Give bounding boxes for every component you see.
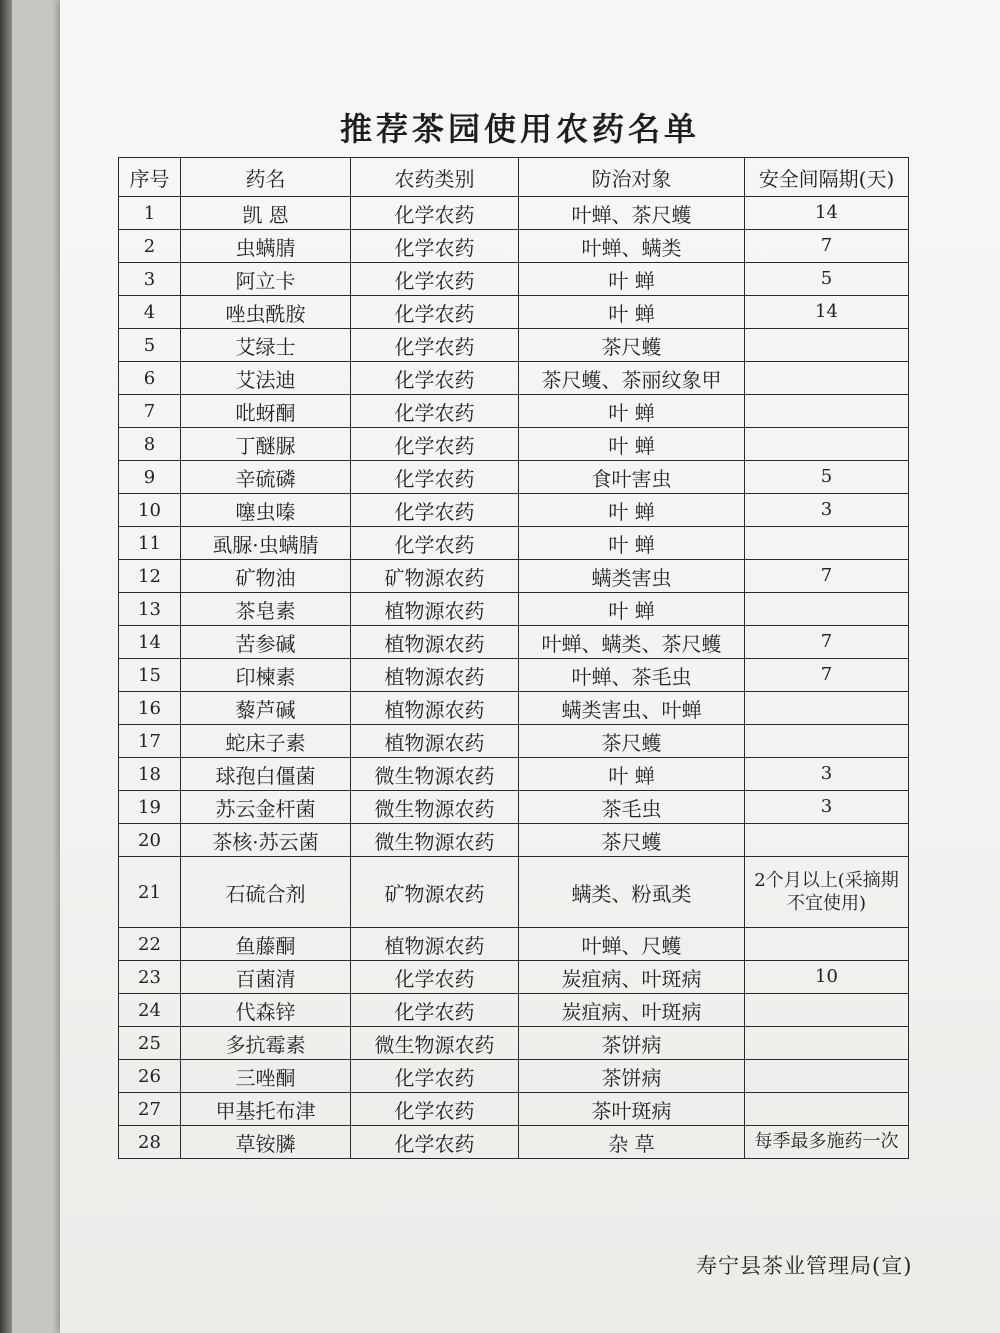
row-number: 14 xyxy=(119,626,181,659)
pesticide-category: 化学农药 xyxy=(351,362,519,395)
pesticide-category: 微生物源农药 xyxy=(351,791,519,824)
table-row xyxy=(119,263,909,296)
pesticide-name: 印楝素 xyxy=(181,659,351,692)
table-row xyxy=(119,362,909,395)
row-number: 21 xyxy=(119,857,181,928)
safety-interval: 5 xyxy=(745,461,909,494)
pesticide-category: 化学农药 xyxy=(351,961,519,994)
pesticide-category: 矿物源农药 xyxy=(351,560,519,593)
control-target: 叶 蝉 xyxy=(519,428,745,461)
pesticide-name: 凯 恩 xyxy=(181,197,351,230)
pesticide-name: 矿物油 xyxy=(181,560,351,593)
row-number: 1 xyxy=(119,197,181,230)
safety-interval xyxy=(745,928,909,961)
safety-interval xyxy=(745,1060,909,1093)
row-number: 4 xyxy=(119,296,181,329)
pesticide-name: 艾绿士 xyxy=(181,329,351,362)
row-number: 15 xyxy=(119,659,181,692)
control-target: 叶 蝉 xyxy=(519,593,745,626)
pesticide-category: 化学农药 xyxy=(351,230,519,263)
control-target: 螨类害虫、叶蝉 xyxy=(519,692,745,725)
safety-interval: 10 xyxy=(745,961,909,994)
safety-interval xyxy=(745,593,909,626)
pesticide-category: 化学农药 xyxy=(351,263,519,296)
safety-interval xyxy=(745,329,909,362)
control-target: 茶尺蠖、茶丽纹象甲 xyxy=(519,362,745,395)
row-number: 20 xyxy=(119,824,181,857)
row-number: 18 xyxy=(119,758,181,791)
table-row xyxy=(119,824,909,857)
pesticide-name: 唑虫酰胺 xyxy=(181,296,351,329)
row-number: 23 xyxy=(119,961,181,994)
control-target: 茶叶斑病 xyxy=(519,1093,745,1126)
row-number: 6 xyxy=(119,362,181,395)
pesticide-name: 阿立卡 xyxy=(181,263,351,296)
pesticide-category: 植物源农药 xyxy=(351,659,519,692)
table-row xyxy=(119,593,909,626)
table-row xyxy=(119,560,909,593)
header-interval: 安全间隔期(天) xyxy=(745,158,909,197)
table-body xyxy=(119,197,909,1159)
control-target: 叶 蝉 xyxy=(519,263,745,296)
control-target: 叶 蝉 xyxy=(519,494,745,527)
pesticide-category: 微生物源农药 xyxy=(351,824,519,857)
pesticide-category: 化学农药 xyxy=(351,1093,519,1126)
row-number: 22 xyxy=(119,928,181,961)
table-row xyxy=(119,928,909,961)
safety-interval xyxy=(745,395,909,428)
background-edge xyxy=(0,0,12,1333)
pesticide-name: 三唑酮 xyxy=(181,1060,351,1093)
table-row xyxy=(119,1126,909,1159)
issuer-footer: 寿宁县茶业管理局(宣) xyxy=(696,1254,913,1278)
safety-interval xyxy=(745,527,909,560)
safety-interval: 14 xyxy=(745,296,909,329)
row-number: 17 xyxy=(119,725,181,758)
row-number: 9 xyxy=(119,461,181,494)
pesticide-category: 植物源农药 xyxy=(351,928,519,961)
row-number: 7 xyxy=(119,395,181,428)
row-number: 11 xyxy=(119,527,181,560)
pesticide-name: 石硫合剂 xyxy=(181,857,351,928)
pesticide-category: 化学农药 xyxy=(351,395,519,428)
pesticide-name: 鱼藤酮 xyxy=(181,928,351,961)
table-row xyxy=(119,692,909,725)
row-number: 10 xyxy=(119,494,181,527)
table-row xyxy=(119,329,909,362)
row-number: 24 xyxy=(119,994,181,1027)
row-number: 28 xyxy=(119,1126,181,1159)
pesticide-category: 化学农药 xyxy=(351,461,519,494)
safety-interval: 7 xyxy=(745,560,909,593)
pesticide-name: 草铵膦 xyxy=(181,1126,351,1159)
pesticide-category: 化学农药 xyxy=(351,296,519,329)
pesticide-name: 百菌清 xyxy=(181,961,351,994)
row-number: 5 xyxy=(119,329,181,362)
pesticide-name: 藜芦碱 xyxy=(181,692,351,725)
safety-interval: 3 xyxy=(745,494,909,527)
pesticide-name: 蛇床子素 xyxy=(181,725,351,758)
table-row xyxy=(119,197,909,230)
table-row xyxy=(119,659,909,692)
control-target: 茶毛虫 xyxy=(519,791,745,824)
document-title: 推荐茶园使用农药名单 xyxy=(339,110,700,148)
table-row xyxy=(119,1093,909,1126)
safety-interval xyxy=(745,692,909,725)
safety-interval: 每季最多施药一次 xyxy=(745,1126,909,1159)
row-number: 2 xyxy=(119,230,181,263)
table-row xyxy=(119,994,909,1027)
pesticide-name: 茶皂素 xyxy=(181,593,351,626)
table-row xyxy=(119,626,909,659)
control-target: 叶 蝉 xyxy=(519,395,745,428)
safety-interval: 5 xyxy=(745,263,909,296)
safety-interval: 14 xyxy=(745,197,909,230)
table-row xyxy=(119,725,909,758)
control-target: 螨类害虫 xyxy=(519,560,745,593)
row-number: 12 xyxy=(119,560,181,593)
safety-interval: 2个月以上(采摘期不宜使用) xyxy=(745,857,909,928)
pesticide-category: 植物源农药 xyxy=(351,692,519,725)
safety-interval: 7 xyxy=(745,626,909,659)
safety-interval xyxy=(745,994,909,1027)
safety-interval xyxy=(745,824,909,857)
pesticide-category: 植物源农药 xyxy=(351,626,519,659)
control-target: 叶 蝉 xyxy=(519,758,745,791)
pesticide-category: 化学农药 xyxy=(351,329,519,362)
safety-interval xyxy=(745,1027,909,1060)
row-number: 16 xyxy=(119,692,181,725)
pesticide-name: 苦参碱 xyxy=(181,626,351,659)
pesticide-category: 矿物源农药 xyxy=(351,857,519,928)
table-row xyxy=(119,758,909,791)
row-number: 8 xyxy=(119,428,181,461)
table-row xyxy=(119,1027,909,1060)
safety-interval xyxy=(745,725,909,758)
pesticide-category: 化学农药 xyxy=(351,197,519,230)
control-target: 叶蝉、螨类、茶尺蠖 xyxy=(519,626,745,659)
control-target: 叶 蝉 xyxy=(519,296,745,329)
control-target: 茶饼病 xyxy=(519,1060,745,1093)
pesticide-category: 植物源农药 xyxy=(351,725,519,758)
control-target: 螨类、粉虱类 xyxy=(519,857,745,928)
control-target: 炭疽病、叶斑病 xyxy=(519,961,745,994)
pesticide-category: 化学农药 xyxy=(351,1060,519,1093)
table-row xyxy=(119,461,909,494)
table-row xyxy=(119,428,909,461)
safety-interval: 3 xyxy=(745,758,909,791)
table-row xyxy=(119,1060,909,1093)
row-number: 3 xyxy=(119,263,181,296)
pesticide-name: 甲基托布津 xyxy=(181,1093,351,1126)
pesticide-table xyxy=(118,157,909,1159)
control-target: 茶尺蠖 xyxy=(519,824,745,857)
pesticide-name: 虫螨腈 xyxy=(181,230,351,263)
table-row xyxy=(119,296,909,329)
control-target: 叶蝉、螨类 xyxy=(519,230,745,263)
row-number: 19 xyxy=(119,791,181,824)
pesticide-name: 吡蚜酮 xyxy=(181,395,351,428)
pesticide-name: 噻虫嗪 xyxy=(181,494,351,527)
pesticide-name: 球孢白僵菌 xyxy=(181,758,351,791)
header-name: 药名 xyxy=(181,158,351,197)
pesticide-name: 辛硫磷 xyxy=(181,461,351,494)
pesticide-category: 微生物源农药 xyxy=(351,1027,519,1060)
table-row xyxy=(119,961,909,994)
safety-interval xyxy=(745,428,909,461)
control-target: 叶蝉、茶毛虫 xyxy=(519,659,745,692)
safety-interval: 7 xyxy=(745,659,909,692)
pesticide-name: 多抗霉素 xyxy=(181,1027,351,1060)
row-number: 13 xyxy=(119,593,181,626)
control-target: 杂 草 xyxy=(519,1126,745,1159)
pesticide-category: 化学农药 xyxy=(351,494,519,527)
pesticide-category: 化学农药 xyxy=(351,428,519,461)
table-row xyxy=(119,857,909,928)
table-row xyxy=(119,395,909,428)
control-target: 叶 蝉 xyxy=(519,527,745,560)
pesticide-name: 丁醚脲 xyxy=(181,428,351,461)
header-target: 防治对象 xyxy=(519,158,745,197)
pesticide-name: 代森锌 xyxy=(181,994,351,1027)
control-target: 叶蝉、茶尺蠖 xyxy=(519,197,745,230)
safety-interval: 3 xyxy=(745,791,909,824)
row-number: 26 xyxy=(119,1060,181,1093)
pesticide-name: 艾法迪 xyxy=(181,362,351,395)
control-target: 茶尺蠖 xyxy=(519,329,745,362)
pesticide-category: 微生物源农药 xyxy=(351,758,519,791)
pesticide-category: 植物源农药 xyxy=(351,593,519,626)
pesticide-category: 化学农药 xyxy=(351,527,519,560)
control-target: 叶蝉、尺蠖 xyxy=(519,928,745,961)
safety-interval xyxy=(745,1093,909,1126)
control-target: 茶尺蠖 xyxy=(519,725,745,758)
row-number: 25 xyxy=(119,1027,181,1060)
table-row xyxy=(119,527,909,560)
pesticide-category: 化学农药 xyxy=(351,994,519,1027)
table-row xyxy=(119,494,909,527)
safety-interval xyxy=(745,362,909,395)
pesticide-category: 化学农药 xyxy=(351,1126,519,1159)
safety-interval: 7 xyxy=(745,230,909,263)
pesticide-name: 苏云金杆菌 xyxy=(181,791,351,824)
row-number: 27 xyxy=(119,1093,181,1126)
header-category: 农药类别 xyxy=(351,158,519,197)
table-row xyxy=(119,230,909,263)
control-target: 食叶害虫 xyxy=(519,461,745,494)
pesticide-name: 茶核·苏云菌 xyxy=(181,824,351,857)
control-target: 茶饼病 xyxy=(519,1027,745,1060)
control-target: 炭疽病、叶斑病 xyxy=(519,994,745,1027)
header-no: 序号 xyxy=(119,158,181,197)
table-row xyxy=(119,791,909,824)
table-header-row xyxy=(119,158,909,197)
pesticide-name: 虱脲·虫螨腈 xyxy=(181,527,351,560)
